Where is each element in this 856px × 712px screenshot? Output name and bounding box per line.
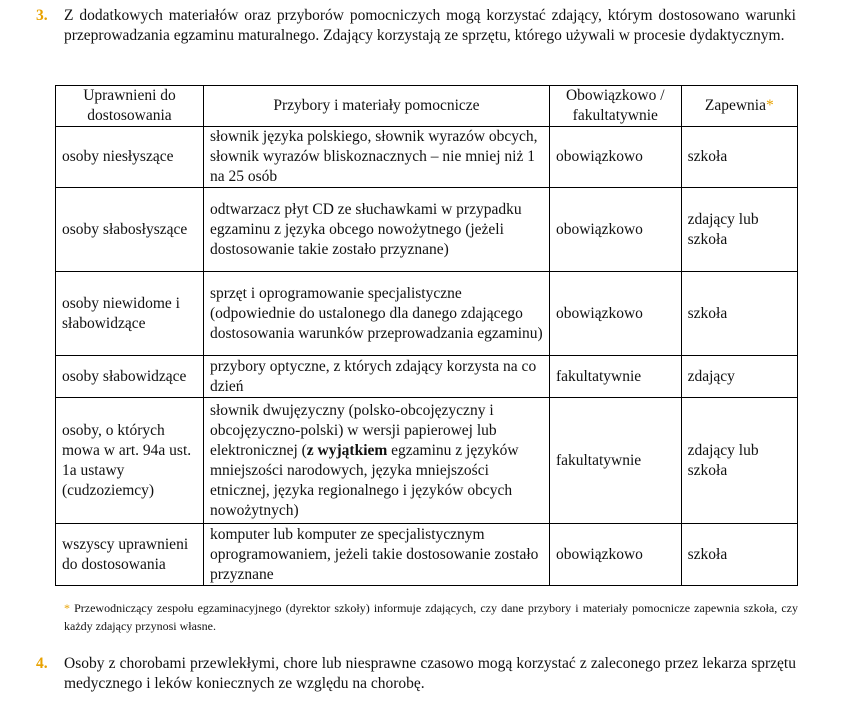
cell-materials: słownik języka polskiego, słownik wyrazów obcych, słownik wyrazów bliskoznacznych – nie mniej niż 1 na 25 osób [203,127,549,188]
cell-materials: komputer lub komputer ze specjalistycznym oprogramowaniem, jeżeli takie dostosowanie zostało przyznane [203,524,549,586]
table-row [56,356,798,398]
cell-materials: odtwarzacz płyt CD ze słuchawkami w przypadku egzaminu z języka obcego nowożytnego (jeżeli dostosowanie takie zostało przyznane) [203,188,549,272]
list-number: 4. [36,655,48,672]
cell-entitled: osoby niewidome i słabowidzące [56,272,204,356]
list-item-text: Z dodatkowych materiałów oraz przyborów pomocniczych mogą korzystać zdający, którym dostosowano warunki przeprowadzania egzaminu maturalnego. Zdający korzystają ze sprzętu, którego używali w procesie dydaktycznym. [64,7,796,44]
cell-provider: zdający lub szkoła [681,188,797,272]
header-provider [681,86,797,127]
table-row [56,188,798,272]
list-number: 3. [36,7,48,24]
cell-mode: obowiązkowo [549,524,681,586]
cell-provider: szkoła [681,272,797,356]
cell-entitled: osoby słabowidzące [56,356,204,398]
cell-materials: przybory optyczne, z których zdający korzysta na co dzień [203,356,549,398]
cell-provider: szkoła [681,127,797,188]
header-mode: Obowiązkowo / fakultatywnie [549,86,681,127]
cell-mode: obowiązkowo [549,272,681,356]
materials-text-start: słownik dwujęzyczny (polsko-obcojęzyczny i obcojęzyczno-polski) w wersji papierowej lub elektronicznej ( [209,401,497,459]
footnote-mark: * [64,601,70,615]
table-row [56,524,798,586]
cell-mode: obowiązkowo [549,188,681,272]
cell-entitled: osoby słabosłyszące [56,188,204,272]
header-entitled: Uprawnieni do dostosowania [56,86,204,127]
cell-entitled: osoby, o których mowa w art. 94a ust. 1a ustawy (cudzoziemcy) [56,398,204,524]
materials-text-end: egzaminu z języków mniejszości narodowych, języka mniejszości etnicznej, języka regionalnego i języków obcych nowożytnych) [209,441,519,519]
cell-entitled: osoby niesłyszące [56,127,204,188]
list-item-text: Osoby z chorobami przewlekłymi, chore lub niesprawne czasowo mogą korzystać z zaleconego przez lekarza sprzętu medycznego i leków koniecznych ze względu na chorobę. [64,655,796,692]
header-materials: Przybory i materiały pomocnicze [203,86,549,127]
footnote-mark: * [765,97,774,114]
materials-table [55,85,798,586]
header-provider-label: Zapewnia [704,97,766,114]
cell-mode: fakultatywnie [549,398,681,524]
cell-entitled: wszyscy uprawnieni do dostosowania [56,524,204,586]
cell-materials: sprzęt i oprogramowanie specjalistyczne (odpowiednie do ustalonego dla danego zdającego dostosowania warunków przeprowadzania egzaminu) [203,272,549,356]
cell-provider: szkoła [681,524,797,586]
cell-materials [203,398,549,524]
cell-mode: obowiązkowo [549,127,681,188]
cell-provider: zdający [681,356,797,398]
table-row [56,272,798,356]
materials-text-emphasis: z wyjątkiem [306,441,388,459]
footnote-text: Przewodniczący zespołu egzaminacyjnego (dyrektor szkoły) informuje zdających, czy dane przybory i materiały pomocnicze zapewnia szkoła, czy każdy zdający przynosi własne. [64,601,799,633]
table-row [56,398,798,524]
cell-provider: zdający lub szkoła [681,398,797,524]
table-row [56,127,798,188]
cell-mode: fakultatywnie [549,356,681,398]
table-footnote [64,599,798,635]
table-header-row [56,86,798,127]
